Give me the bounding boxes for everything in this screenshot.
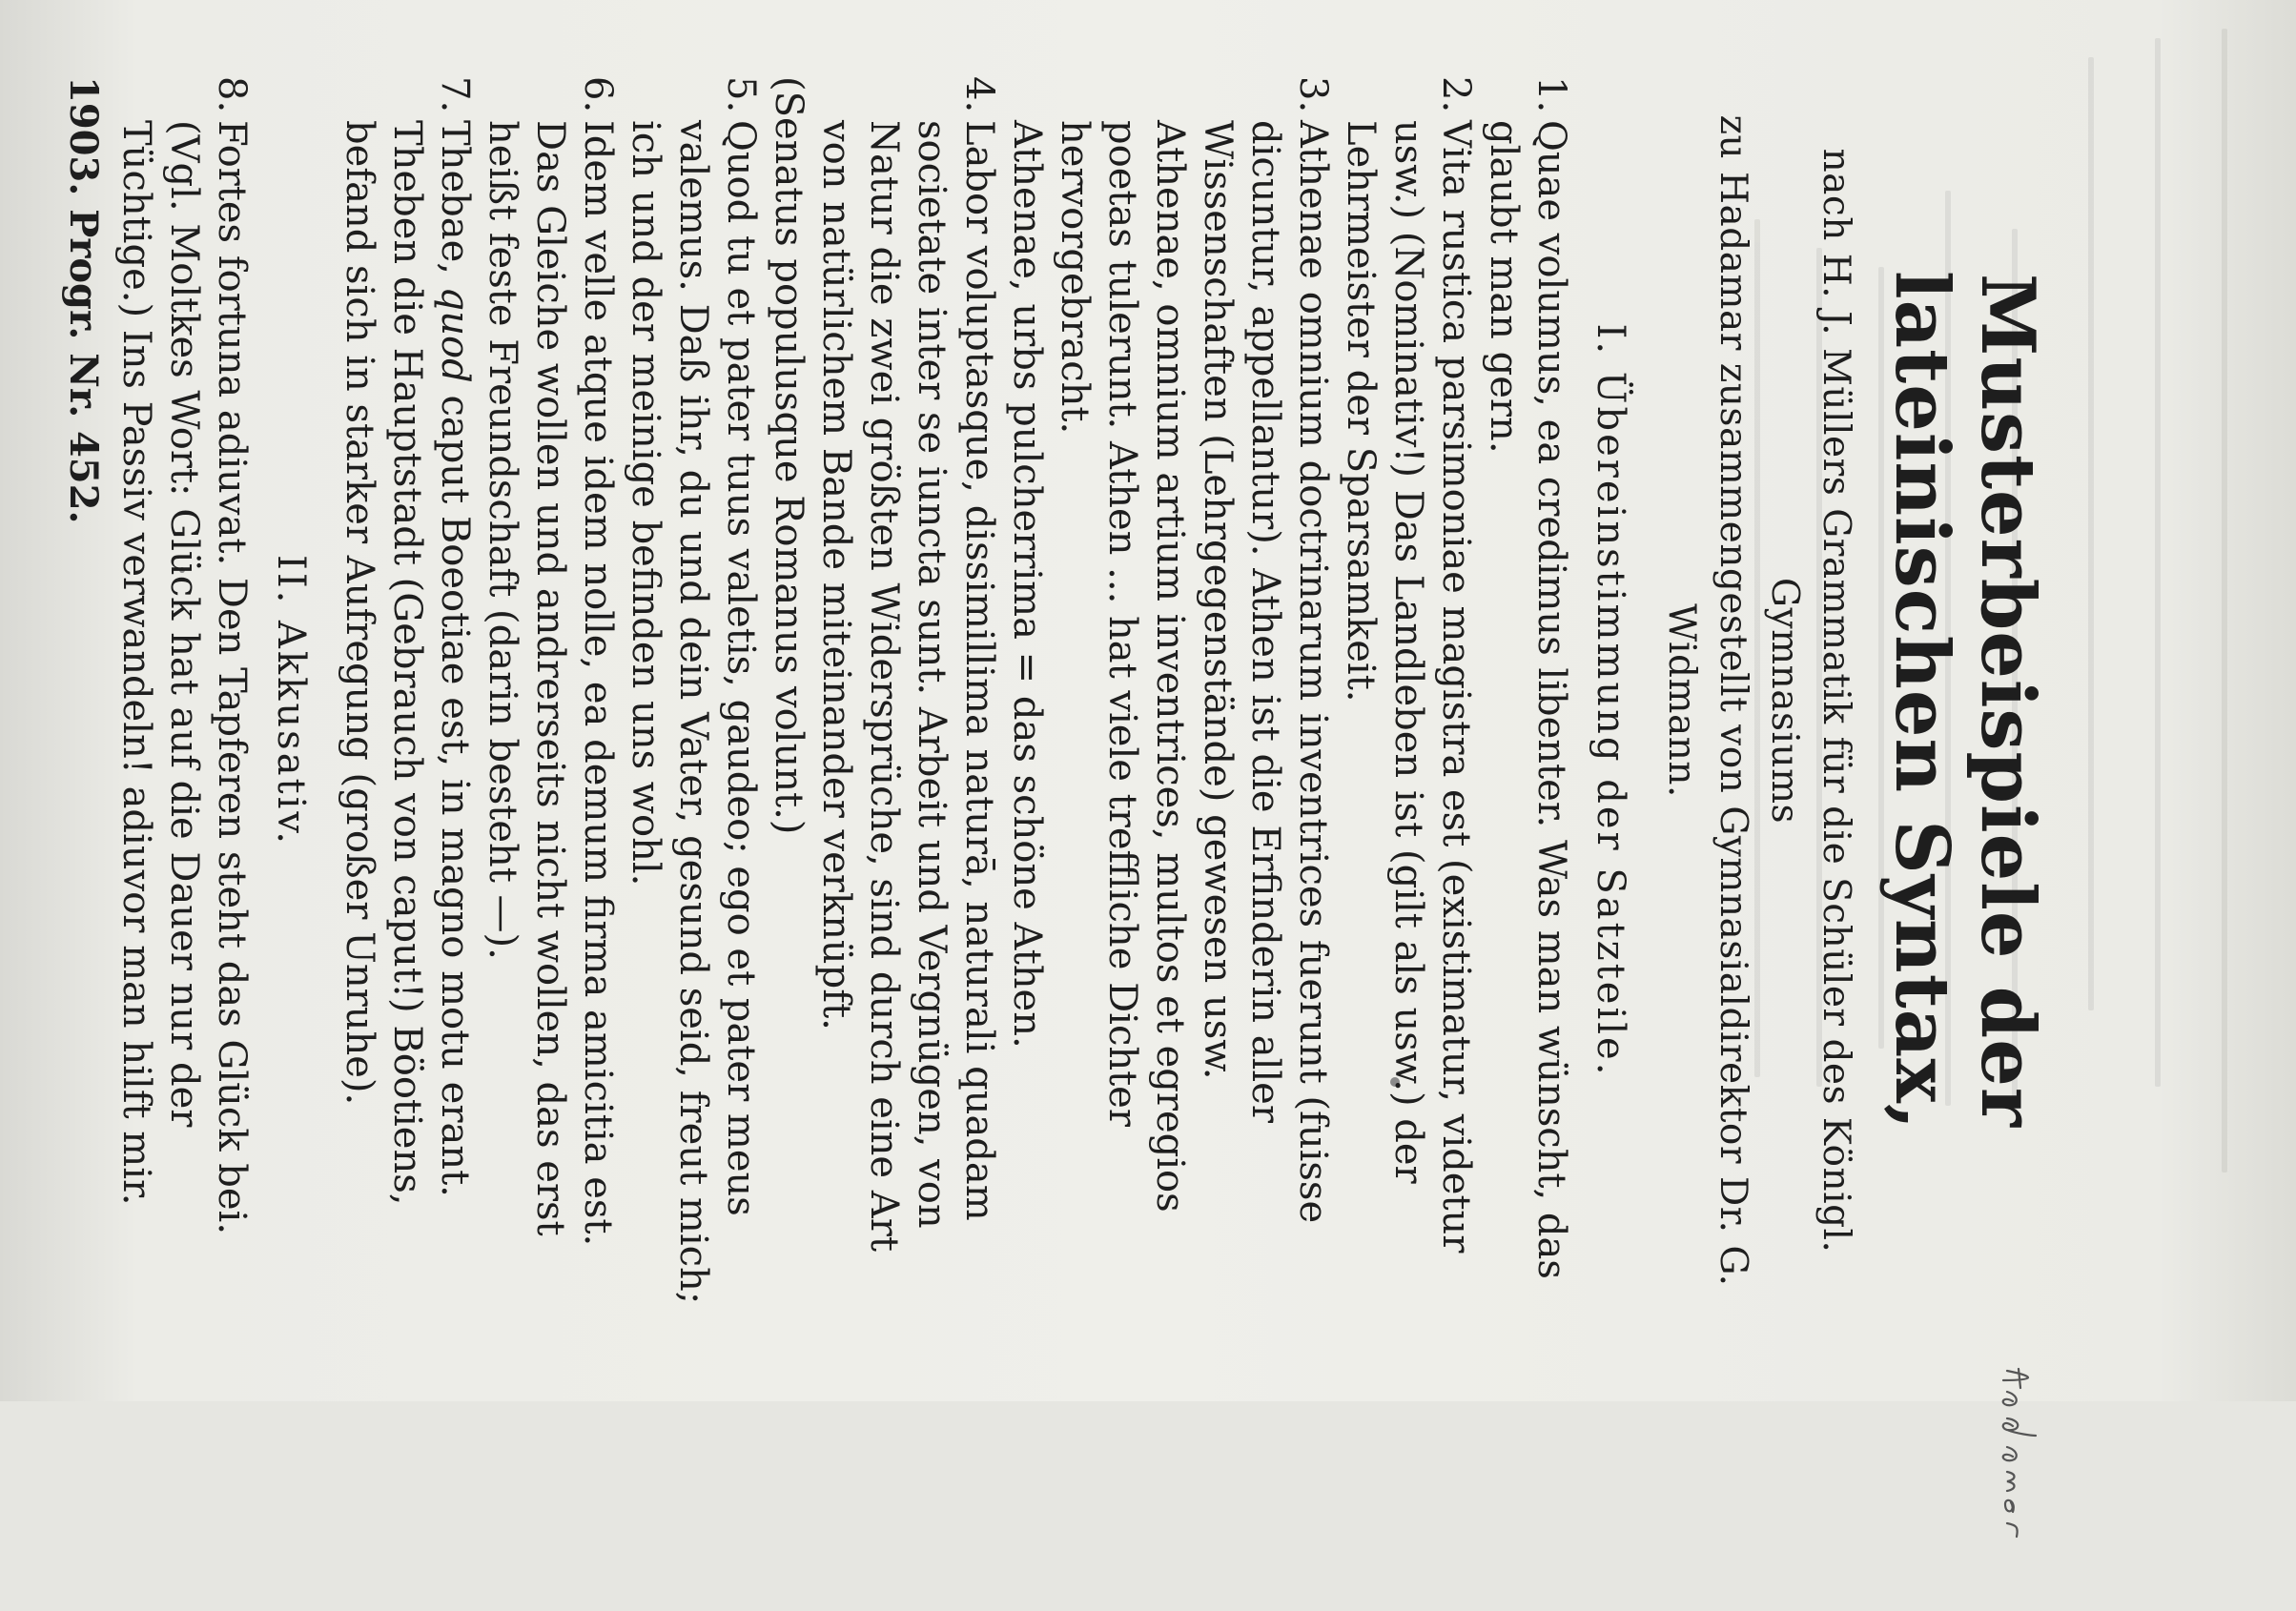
latin-phrase: Athenae, urbs pulcherrima = das schöne Athen. bbox=[1005, 120, 1049, 1049]
example-number: 7. bbox=[433, 76, 477, 113]
section-heading: II. Akkusativ. bbox=[269, 555, 313, 846]
latin-sentence: Quae volumus, ea credimus libenter. bbox=[1529, 120, 1573, 828]
latin-word: Thebae, bbox=[433, 120, 477, 275]
example-entry bbox=[479, 76, 622, 1325]
example-number: 1. bbox=[1529, 76, 1573, 113]
latin-sentence: Fortes fortuna adiuvat. bbox=[210, 120, 254, 566]
example-entry bbox=[622, 76, 765, 1325]
latin-sentence: Quod tu et pater tuus valetis, gaudeo; ego et pater meus valemus. bbox=[671, 120, 763, 1216]
latin-sentence: Labor voluptasque, dissimillima naturā, naturali quadam societate inter se iuncta sunt. bbox=[910, 120, 1001, 1221]
example-entry bbox=[1337, 76, 1480, 1325]
german-translation: Daß ihr, du und dein Vater, gesund seid, freut mich; ich und der meinige befinden uns wohl. bbox=[624, 120, 715, 1305]
subtitle-line: nach H. J. Müllers Grammatik für die Schüler des Königl. Gymnasiums bbox=[1763, 148, 1857, 1254]
example-number: 3. bbox=[1291, 76, 1335, 113]
program-footer: 1903. Progr. Nr. 452. bbox=[61, 76, 106, 524]
example-text bbox=[1480, 120, 1575, 1325]
latin-emphasis: quod bbox=[433, 286, 477, 383]
latin-sentence: caput Boeotiae est, in magno motu erant. bbox=[433, 395, 477, 1197]
example-note: (Senatus populusque Romanus volunt.) bbox=[767, 76, 810, 835]
latin-sentence: Athenae, omnium artium inventrices, multos et egregios poetas tulerunt. bbox=[1100, 120, 1192, 1213]
latin-sentence: Idem velle atque idem nolle, ea demum firma amicitia est. bbox=[576, 120, 620, 1247]
document-title: Musterbeispiele der lateinischen Syntax, bbox=[1878, 271, 2051, 1131]
document-page bbox=[61, 38, 2069, 1363]
example-number: 8. bbox=[210, 76, 254, 113]
example-text bbox=[479, 120, 622, 1325]
example-number: 2. bbox=[1434, 76, 1478, 113]
german-translation: Athen ist die Erfinderin aller Wissenschaften (Lehrgegenstände) gewesen usw. bbox=[1196, 120, 1287, 1123]
handwritten-signature bbox=[1988, 1363, 2045, 1611]
german-translation: Das Gleiche wollen und andrerseits nicht wollen, das erst heißt feste Freundschaft (darin besteht —). bbox=[481, 120, 572, 1236]
document-subtitle bbox=[1655, 76, 1861, 1325]
example-number: 6. bbox=[576, 76, 620, 113]
example-text bbox=[113, 120, 256, 1325]
section-heading: I. Übereinstimmung der Satzteile. bbox=[1589, 323, 1632, 1078]
example-number: 4. bbox=[957, 76, 1001, 113]
example-number: 5. bbox=[719, 76, 763, 113]
subtitle-line: zu Hadamar zusammengestellt von Gymnasialdirektor Dr. G. Widmann. bbox=[1660, 114, 1754, 1287]
german-translation: Arbeit und Vergnügen, von Natur die zwei größten Widersprüche, sind durch eine Art von natürlichem Bande miteinander verknüpft. bbox=[814, 120, 953, 1252]
example-text bbox=[1337, 120, 1480, 1325]
german-translation: Athen ... hat viele treffliche Dichter hervorgebracht. bbox=[1053, 120, 1144, 1127]
example-entry bbox=[1003, 76, 1337, 1325]
latin-sentence: Athenae omnium doctrinarum inventrices fuerunt (fuisse dicuntur, appellantur). bbox=[1243, 120, 1335, 1224]
example-entry bbox=[113, 76, 256, 1325]
german-translation: Was man wünscht, das glaubt man gern. bbox=[1482, 120, 1573, 1279]
example-text bbox=[622, 120, 765, 1325]
example-text bbox=[1003, 120, 1337, 1325]
german-translation: Den Tapferen steht das Glück bei. (Vgl. Moltkes Wort: Glück hat auf die Dauer nur der Tüchtige.) Ins Passiv verwandeln! adiuvor man hilft mir. bbox=[114, 120, 254, 1235]
latin-sentence: Vita rustica parsimoniae magistra est (existimatur, videtur usw.) bbox=[1386, 120, 1478, 1254]
example-text bbox=[812, 120, 1003, 1325]
example-entry bbox=[812, 76, 1003, 1325]
example-entry bbox=[336, 76, 479, 1325]
german-translation: (Nominativ!) Das Landleben ist (gilt als usw.) der Lehrmeister der Sparsamkeit. bbox=[1339, 120, 1430, 1184]
example-entry bbox=[1480, 76, 1575, 1325]
example-text bbox=[336, 120, 479, 1325]
german-translation: Theben die Hauptstadt (Gebrauch von caput!) Böotiens, befand sich in starker Aufregung (großer Unruhe). bbox=[338, 120, 429, 1206]
